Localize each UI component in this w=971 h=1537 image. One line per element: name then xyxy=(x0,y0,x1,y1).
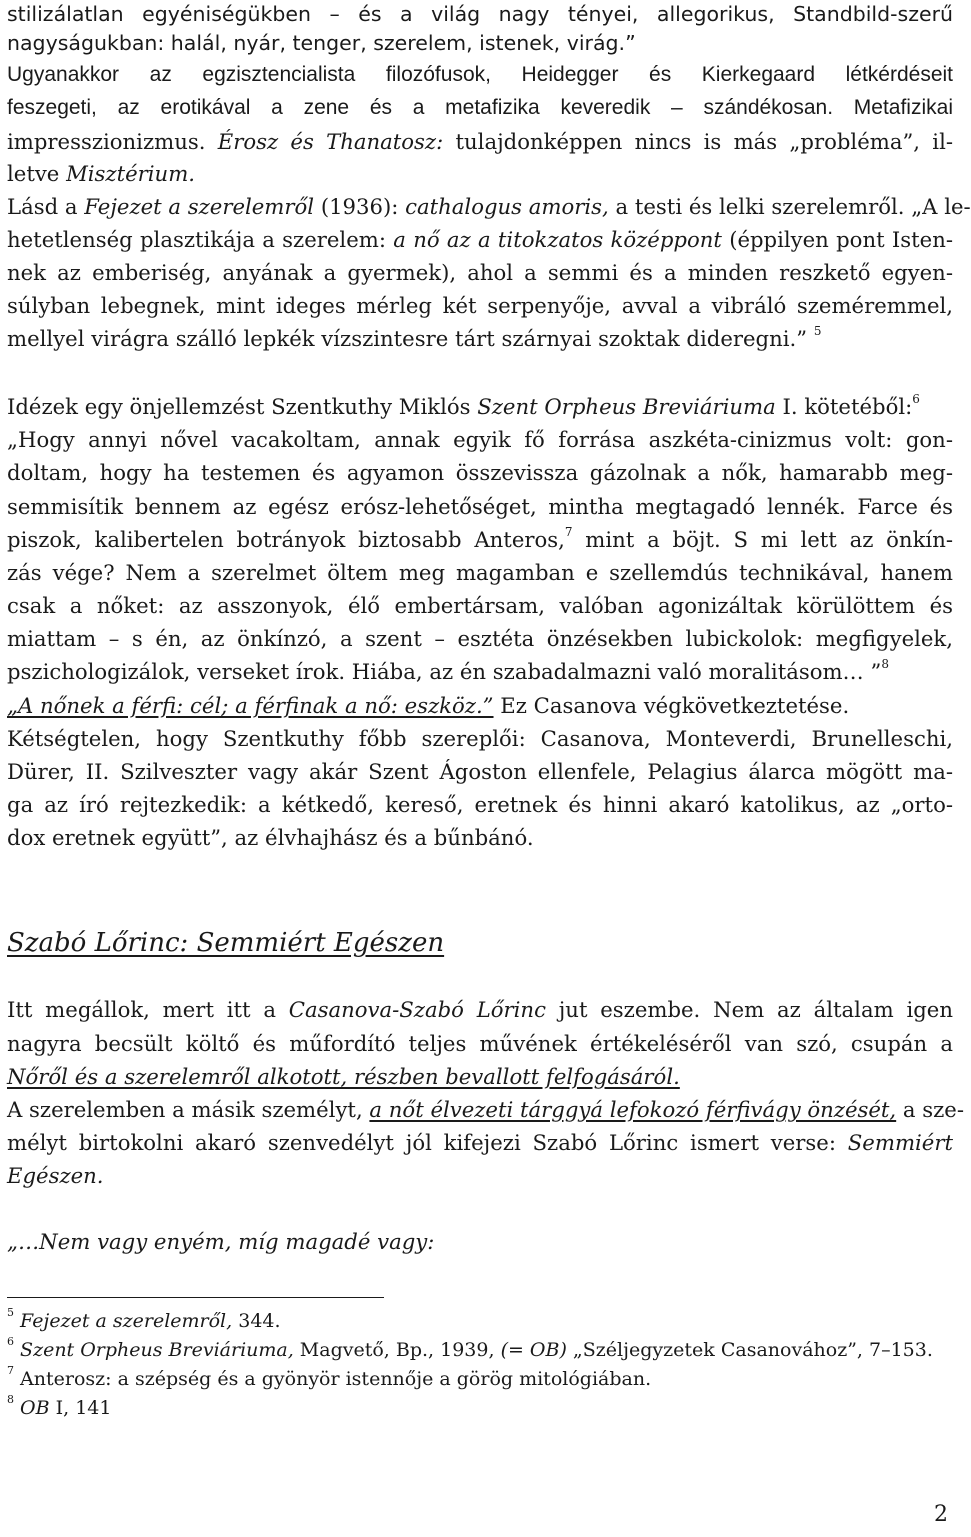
footnote-divider xyxy=(7,1297,384,1298)
text-line: nek az emberiség, anyának a gyermek), ahol a semmi és a minden reszkető egyen- xyxy=(7,260,953,285)
text-line: mélyt birtokolni akaró szenvedélyt jól kifejezi Szabó Lőrinc ismert verse: Semmiért xyxy=(7,1130,953,1155)
text-line: „A nőnek a férfi: cél; a férfinak a nő: eszköz.” Ez Casanova végkövetkeztetése. xyxy=(7,693,850,718)
text-line: Egészen. xyxy=(7,1163,104,1188)
text-line: piszok, kalibertelen botrányok biztosabb Anteros,$^7$ mint a böjt. S mi lett az önkín- xyxy=(7,524,953,552)
text-line: letve Misztérium. xyxy=(7,161,196,186)
text-line: dox eretnek együtt”, az élvhajhász és a bűnbánó. xyxy=(7,825,534,850)
text-line: Idézek egy önjellemzést Szentkuthy Miklós Szent Orpheus Breviáriuma I. kötetéből:$^6$ xyxy=(7,391,920,419)
text-line: zás vége? Nem a szerelmet öltem meg magamban e szellemdús technikával, hanem xyxy=(7,560,953,585)
text-line: A szerelemben a másik személyt, a nőt élvezeti tárggyá lefokozó férfivágy önzését, a sze- xyxy=(7,1097,965,1122)
text-line: Kétségtelen, hogy Szentkuthy főbb szereplői: Casanova, Monteverdi, Brunelleschi, xyxy=(7,726,953,751)
text-line: miattam – s én, az önkínzó, a szent – esztéta önzésekben lubickolok: megfigyelek, xyxy=(7,626,953,651)
text-line: Ugyanakkor az egzisztencialista filozófusok, Heidegger és Kierkegaard létkérdéseit xyxy=(7,63,953,86)
page-number: 2 xyxy=(934,1502,948,1527)
text-line: pszichologizálok, verseket írok. Hiába, az én szabadalmazni való moralitásom… ”$^8$ xyxy=(7,656,889,684)
text-line: semmisítik bennem az egész erósz-lehetőséget, mintha megtagadó lennék. Farce és xyxy=(7,494,953,519)
footnote-ref: 6 xyxy=(912,391,920,406)
text-line: doltam, hogy ha testemen és agyamon összevissza gázolnak a nők, hamarabb meg- xyxy=(7,460,953,485)
text-line: impresszionizmus. Érosz és Thanatosz: tulajdonképpen nincs is más „probléma”, il- xyxy=(7,129,954,154)
footnote-ref: 5 xyxy=(813,323,822,338)
text-line: Dürer, II. Szilveszter vagy akár Szent Ágoston ellenfele, Pelagius álarca mögött ma- xyxy=(7,759,953,784)
footnote-ref: 8 xyxy=(881,656,889,671)
text-line: csak a nőket: az asszonyok, élő embertársam, valóban agonizáltak körülöttem és xyxy=(7,593,953,618)
footnote: $^7$ Anterosz: a szépség és a gyönyör istennője a görög mitológiában. xyxy=(7,1363,652,1390)
text-line: hetetlenség plasztikája a szerelem: a nő az a titokzatos középpont (éppilyen pont Isten- xyxy=(7,227,953,252)
text-line: ga az író rejtezkedik: a kétkedő, kereső, eretnek és hinni akaró katolikus, az „orto- xyxy=(7,792,953,817)
footnote-ref: 7 xyxy=(564,524,573,539)
text-line: Lásd a Fejezet a szerelemről (1936): cathalogus amoris, a testi és lelki szerelemről. „A le- xyxy=(7,194,971,219)
footnote: $^5$ Fejezet a szerelemről, 344. xyxy=(7,1305,281,1332)
text-line: súlyban lebegnek, mint ideges mérleg két serpenyője, avval a vibráló szeméremmel, xyxy=(7,293,953,318)
text-line: Nőről és a szerelemről alkotott, részben bevallott felfogásáról. xyxy=(7,1064,680,1089)
text-line: nagyra becsült költő és műfordító teljes művének értékeléséről van szó, csupán a xyxy=(7,1031,953,1056)
text-line: stilizálatlan egyéniségükben – és a világ nagy tényei, allegorikus, Standbild-szerű xyxy=(7,2,953,26)
text-line: nagyságukban: halál, nyár, tenger, szerelem, istenek, virág.” xyxy=(7,31,636,55)
text-line: feszegeti, az erotikával a zene és a metafizika keveredik – szándékosan. Metafizikai xyxy=(7,96,953,119)
text-line: mellyel virágra szálló lepkék vízszintesre tárt szárnyai szoktak dideregni.” $^5$ xyxy=(7,323,822,351)
section-heading: Szabó Lőrinc: Semmiért Egészen xyxy=(7,928,445,958)
footnote: $^6$ Szent Orpheus Breviáriuma, Magvető, Bp., 1939, (= OB) „Széljegyzetek Casanovához”, 7–153. xyxy=(7,1334,933,1361)
quote-line: „…Nem vagy enyém, míg magadé vagy: xyxy=(7,1229,435,1254)
text-line: „Hogy annyi nővel vacakoltam, annak egyik fő forrása aszkéta-cinizmus volt: gon- xyxy=(7,427,953,452)
footnote: $^8$ OB I, 141 xyxy=(7,1392,112,1419)
text-line: Itt megállok, mert itt a Casanova-Szabó Lőrinc jut eszembe. Nem az általam igen xyxy=(7,997,953,1022)
